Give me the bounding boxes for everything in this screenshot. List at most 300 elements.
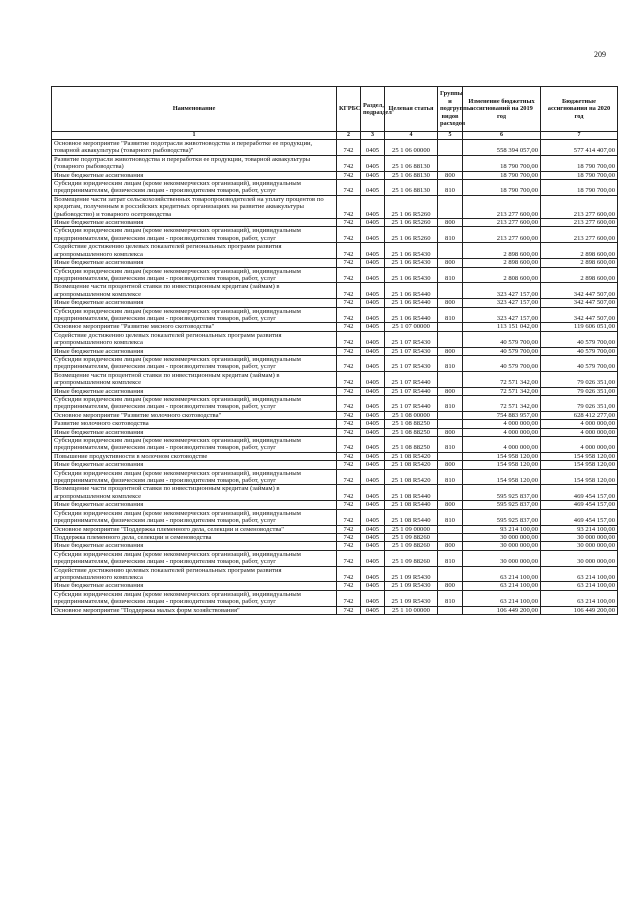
table-row	[52, 155, 618, 171]
table-row	[52, 411, 618, 419]
cell-expense-group	[438, 452, 463, 460]
cell-name: Субсидии юридическим лицам (кроме некоммерческих организаций), индивидуальным предпринимателям, физическим лицам - производителям товаров, работ, услуг	[52, 396, 337, 412]
cell-amount-2019: 30 000 000,00	[463, 533, 541, 541]
cell-amount-2020: 18 790 700,00	[541, 171, 618, 179]
cell-razdel: 0405	[361, 542, 385, 550]
cell-amount-2020: 18 790 700,00	[541, 155, 618, 171]
table-row	[52, 437, 618, 453]
cell-target-article: 25 1 09 R5430	[385, 590, 438, 606]
cell-target-article: 25 1 06 88130	[385, 155, 438, 171]
cell-expense-group	[438, 323, 463, 331]
cell-target-article: 25 1 07 R5430	[385, 355, 438, 371]
cell-kgrbs: 742	[337, 461, 361, 469]
cell-target-article: 25 1 07 R5440	[385, 396, 438, 412]
table-row	[52, 590, 618, 606]
cell-target-article: 25 1 06 R5260	[385, 227, 438, 243]
cell-amount-2019: 154 958 120,00	[463, 452, 541, 460]
cell-expense-group: 810	[438, 469, 463, 485]
cell-amount-2020: 213 277 600,00	[541, 219, 618, 227]
cell-amount-2020: 154 958 120,00	[541, 452, 618, 460]
cell-target-article: 25 1 08 R5440	[385, 485, 438, 501]
cell-razdel: 0405	[361, 355, 385, 371]
cell-name: Иные бюджетные ассигнования	[52, 582, 337, 590]
cell-expense-group	[438, 533, 463, 541]
table-row	[52, 501, 618, 509]
cell-target-article: 25 1 06 R5430	[385, 259, 438, 267]
table-row	[52, 509, 618, 525]
cell-expense-group: 810	[438, 227, 463, 243]
cell-expense-group	[438, 140, 463, 156]
cell-expense-group	[438, 566, 463, 582]
column-number: 7	[541, 132, 618, 140]
cell-kgrbs: 742	[337, 267, 361, 283]
cell-amount-2019: 63 214 100,00	[463, 582, 541, 590]
cell-amount-2019: 2 898 600,00	[463, 259, 541, 267]
cell-amount-2019: 63 214 100,00	[463, 590, 541, 606]
cell-target-article: 25 1 06 R5260	[385, 219, 438, 227]
cell-target-article: 25 1 06 88130	[385, 180, 438, 196]
cell-name: Поддержка племенного дела, селекции и семеноводства	[52, 533, 337, 541]
column-number: 2	[337, 132, 361, 140]
cell-razdel: 0405	[361, 437, 385, 453]
table-row	[52, 283, 618, 299]
cell-razdel: 0405	[361, 452, 385, 460]
cell-name: Иные бюджетные ассигнования	[52, 428, 337, 436]
cell-amount-2020: 2 898 600,00	[541, 243, 618, 259]
cell-name: Субсидии юридическим лицам (кроме некоммерческих организаций), индивидуальным предпринимателям, физическим лицам - производителям товаров, работ, услуг	[52, 590, 337, 606]
page-number: 209	[594, 50, 606, 59]
table-row	[52, 219, 618, 227]
cell-expense-group: 810	[438, 437, 463, 453]
cell-razdel: 0405	[361, 566, 385, 582]
cell-expense-group: 810	[438, 590, 463, 606]
cell-amount-2019: 595 925 837,00	[463, 509, 541, 525]
cell-amount-2019: 113 151 042,00	[463, 323, 541, 331]
table-row	[52, 452, 618, 460]
cell-amount-2019: 4 000 000,00	[463, 420, 541, 428]
cell-kgrbs: 742	[337, 501, 361, 509]
cell-amount-2019: 18 790 700,00	[463, 180, 541, 196]
cell-target-article: 25 1 09 88260	[385, 542, 438, 550]
table-body	[52, 140, 618, 615]
cell-razdel: 0405	[361, 307, 385, 323]
cell-kgrbs: 742	[337, 227, 361, 243]
cell-razdel: 0405	[361, 533, 385, 541]
cell-amount-2020: 106 449 200,00	[541, 606, 618, 614]
column-number: 3	[361, 132, 385, 140]
cell-razdel: 0405	[361, 550, 385, 566]
cell-kgrbs: 742	[337, 347, 361, 355]
cell-amount-2019: 18 790 700,00	[463, 155, 541, 171]
cell-amount-2020: 213 277 600,00	[541, 195, 618, 218]
cell-razdel: 0405	[361, 420, 385, 428]
cell-target-article: 25 1 06 R5260	[385, 195, 438, 218]
table-row	[52, 171, 618, 179]
cell-expense-group: 800	[438, 542, 463, 550]
cell-amount-2020: 342 447 507,00	[541, 299, 618, 307]
cell-razdel: 0405	[361, 227, 385, 243]
cell-razdel: 0405	[361, 590, 385, 606]
cell-amount-2020: 30 000 000,00	[541, 550, 618, 566]
cell-amount-2020: 4 000 000,00	[541, 428, 618, 436]
cell-name: Основное мероприятие "Развитие молочного скотоводства"	[52, 411, 337, 419]
cell-target-article: 25 1 09 88260	[385, 550, 438, 566]
table-row	[52, 420, 618, 428]
cell-amount-2019: 323 427 157,00	[463, 299, 541, 307]
table-row	[52, 550, 618, 566]
cell-amount-2019: 213 277 600,00	[463, 219, 541, 227]
cell-target-article: 25 1 06 R5440	[385, 283, 438, 299]
table-row	[52, 347, 618, 355]
cell-amount-2020: 342 447 507,00	[541, 283, 618, 299]
column-number: 6	[463, 132, 541, 140]
cell-kgrbs: 742	[337, 533, 361, 541]
cell-name: Основное мероприятие "Поддержка малых форм хозяйствования"	[52, 606, 337, 614]
cell-name: Субсидии юридическим лицам (кроме некоммерческих организаций), индивидуальным предпринимателям, физическим лицам - производителям товаров, работ, услуг	[52, 267, 337, 283]
cell-kgrbs: 742	[337, 469, 361, 485]
cell-target-article: 25 1 09 88260	[385, 533, 438, 541]
cell-kgrbs: 742	[337, 219, 361, 227]
cell-expense-group: 800	[438, 219, 463, 227]
cell-expense-group: 800	[438, 347, 463, 355]
cell-target-article: 25 1 08 88250	[385, 420, 438, 428]
table-row	[52, 606, 618, 614]
cell-name: Иные бюджетные ассигнования	[52, 219, 337, 227]
cell-name: Иные бюджетные ассигнования	[52, 542, 337, 550]
table-row	[52, 243, 618, 259]
cell-target-article: 25 1 08 R5420	[385, 452, 438, 460]
cell-kgrbs: 742	[337, 420, 361, 428]
table-row	[52, 533, 618, 541]
cell-amount-2020: 628 412 277,00	[541, 411, 618, 419]
cell-kgrbs: 742	[337, 387, 361, 395]
cell-amount-2020: 79 026 351,00	[541, 387, 618, 395]
cell-name: Субсидии юридическим лицам (кроме некоммерческих организаций), индивидуальным предпринимателям, физическим лицам - производителям товаров, работ, услуг	[52, 180, 337, 196]
cell-name: Субсидии юридическим лицам (кроме некоммерческих организаций), индивидуальным предпринимателям, физическим лицам - производителям товаров, работ, услуг	[52, 509, 337, 525]
cell-target-article: 25 1 08 R5420	[385, 461, 438, 469]
cell-kgrbs: 742	[337, 542, 361, 550]
cell-amount-2019: 72 571 342,00	[463, 396, 541, 412]
cell-kgrbs: 742	[337, 155, 361, 171]
cell-name: Возмещение части процентной ставки по инвестиционным кредитам (займам) в агропромышленном комплексе	[52, 371, 337, 387]
cell-amount-2020: 79 026 351,00	[541, 396, 618, 412]
cell-razdel: 0405	[361, 428, 385, 436]
table-row	[52, 396, 618, 412]
cell-razdel: 0405	[361, 606, 385, 614]
cell-kgrbs: 742	[337, 171, 361, 179]
table-row	[52, 299, 618, 307]
header-2020: Бюджетные ассигнования на 2020 год	[541, 87, 618, 132]
cell-amount-2019: 323 427 157,00	[463, 283, 541, 299]
cell-razdel: 0405	[361, 299, 385, 307]
cell-name: Субсидии юридическим лицам (кроме некоммерческих организаций), индивидуальным предпринимателям, физическим лицам - производителям товаров, работ, услуг	[52, 227, 337, 243]
cell-expense-group: 800	[438, 387, 463, 395]
cell-expense-group	[438, 371, 463, 387]
cell-name: Возмещение части процентной ставки по инвестиционным кредитам (займам) в агропромышленном комплексе	[52, 485, 337, 501]
cell-amount-2020: 63 214 100,00	[541, 566, 618, 582]
table-row	[52, 542, 618, 550]
cell-expense-group	[438, 485, 463, 501]
cell-amount-2019: 30 000 000,00	[463, 542, 541, 550]
cell-target-article: 25 1 06 00000	[385, 140, 438, 156]
cell-kgrbs: 742	[337, 299, 361, 307]
cell-kgrbs: 742	[337, 411, 361, 419]
cell-name: Субсидии юридическим лицам (кроме некоммерческих организаций), индивидуальным предпринимателям, физическим лицам - производителям товаров, работ, услуг	[52, 437, 337, 453]
table-row	[52, 371, 618, 387]
cell-expense-group: 810	[438, 355, 463, 371]
cell-razdel: 0405	[361, 267, 385, 283]
cell-kgrbs: 742	[337, 307, 361, 323]
cell-target-article: 25 1 06 R5430	[385, 267, 438, 283]
cell-kgrbs: 742	[337, 140, 361, 156]
cell-amount-2019: 558 394 057,00	[463, 140, 541, 156]
cell-razdel: 0405	[361, 461, 385, 469]
cell-target-article: 25 1 07 R5430	[385, 331, 438, 347]
cell-target-article: 25 1 07 R5440	[385, 387, 438, 395]
cell-target-article: 25 1 09 00000	[385, 525, 438, 533]
cell-kgrbs: 742	[337, 606, 361, 614]
cell-razdel: 0405	[361, 501, 385, 509]
header-name: Наименование	[52, 87, 337, 132]
cell-kgrbs: 742	[337, 525, 361, 533]
cell-name: Основное мероприятие "Поддержка племенного дела, селекции и семеноводства"	[52, 525, 337, 533]
table-row	[52, 323, 618, 331]
cell-amount-2020: 93 214 100,00	[541, 525, 618, 533]
cell-expense-group	[438, 331, 463, 347]
cell-name: Иные бюджетные ассигнования	[52, 259, 337, 267]
cell-amount-2020: 40 579 700,00	[541, 355, 618, 371]
cell-kgrbs: 742	[337, 485, 361, 501]
cell-expense-group: 810	[438, 550, 463, 566]
cell-amount-2019: 93 214 100,00	[463, 525, 541, 533]
table-row	[52, 525, 618, 533]
cell-razdel: 0405	[361, 371, 385, 387]
budget-table	[51, 86, 618, 615]
cell-kgrbs: 742	[337, 509, 361, 525]
cell-amount-2020: 469 454 157,00	[541, 501, 618, 509]
cell-kgrbs: 742	[337, 428, 361, 436]
cell-name: Субсидии юридическим лицам (кроме некоммерческих организаций), индивидуальным предпринимателям, физическим лицам - производителям товаров, работ, услуг	[52, 469, 337, 485]
table-row	[52, 485, 618, 501]
cell-amount-2020: 4 000 000,00	[541, 437, 618, 453]
cell-target-article: 25 1 06 R5440	[385, 299, 438, 307]
cell-target-article: 25 1 06 R5430	[385, 243, 438, 259]
table-row	[52, 469, 618, 485]
table-header-row	[52, 87, 618, 132]
cell-razdel: 0405	[361, 219, 385, 227]
cell-amount-2020: 18 790 700,00	[541, 180, 618, 196]
cell-amount-2020: 2 898 600,00	[541, 267, 618, 283]
cell-target-article: 25 1 09 R5430	[385, 566, 438, 582]
cell-razdel: 0405	[361, 509, 385, 525]
cell-expense-group	[438, 606, 463, 614]
cell-razdel: 0405	[361, 387, 385, 395]
cell-amount-2019: 323 427 157,00	[463, 307, 541, 323]
cell-name: Иные бюджетные ассигнования	[52, 347, 337, 355]
cell-amount-2020: 63 214 100,00	[541, 590, 618, 606]
cell-name: Повышение продуктивности в молочном скотоводстве	[52, 452, 337, 460]
cell-amount-2019: 18 790 700,00	[463, 171, 541, 179]
header-target-article: Целевая статья	[385, 87, 438, 132]
column-number: 1	[52, 132, 337, 140]
cell-amount-2020: 30 000 000,00	[541, 533, 618, 541]
cell-name: Содействие достижению целевых показателей региональных программ развития агропромышленного комплекса	[52, 331, 337, 347]
cell-expense-group: 800	[438, 171, 463, 179]
cell-name: Основное мероприятие "Развитие мясного скотоводства"	[52, 323, 337, 331]
cell-expense-group	[438, 243, 463, 259]
cell-razdel: 0405	[361, 525, 385, 533]
cell-name: Иные бюджетные ассигнования	[52, 501, 337, 509]
cell-target-article: 25 1 08 00000	[385, 411, 438, 419]
cell-expense-group	[438, 420, 463, 428]
cell-razdel: 0405	[361, 283, 385, 299]
cell-expense-group: 810	[438, 180, 463, 196]
cell-amount-2020: 342 447 507,00	[541, 307, 618, 323]
cell-razdel: 0405	[361, 171, 385, 179]
cell-expense-group: 800	[438, 582, 463, 590]
cell-amount-2020: 2 898 600,00	[541, 259, 618, 267]
cell-amount-2019: 40 579 700,00	[463, 347, 541, 355]
cell-expense-group: 810	[438, 509, 463, 525]
cell-razdel: 0405	[361, 396, 385, 412]
cell-kgrbs: 742	[337, 396, 361, 412]
cell-expense-group: 800	[438, 461, 463, 469]
table-row	[52, 331, 618, 347]
cell-razdel: 0405	[361, 582, 385, 590]
table-row	[52, 227, 618, 243]
cell-kgrbs: 742	[337, 331, 361, 347]
cell-target-article: 25 1 08 88250	[385, 428, 438, 436]
header-2019: Изменение бюджетных ассигнований на 2019 год	[463, 87, 541, 132]
table-row	[52, 355, 618, 371]
cell-expense-group	[438, 525, 463, 533]
cell-expense-group: 800	[438, 428, 463, 436]
cell-expense-group: 800	[438, 501, 463, 509]
cell-amount-2020: 79 026 351,00	[541, 371, 618, 387]
cell-kgrbs: 742	[337, 437, 361, 453]
cell-amount-2020: 213 277 600,00	[541, 227, 618, 243]
cell-target-article: 25 1 08 R5420	[385, 469, 438, 485]
cell-kgrbs: 742	[337, 550, 361, 566]
cell-amount-2019: 72 571 342,00	[463, 387, 541, 395]
cell-razdel: 0405	[361, 155, 385, 171]
cell-name: Иные бюджетные ассигнования	[52, 387, 337, 395]
cell-name: Возмещение части процентной ставки по инвестиционным кредитам (займам) в агропромышленном комплексе	[52, 283, 337, 299]
cell-name: Содействие достижению целевых показателей региональных программ развития агропромышленного комплекса	[52, 243, 337, 259]
cell-amount-2020: 30 000 000,00	[541, 542, 618, 550]
header-expense-group: Группы и подгруппы видов расходов	[438, 87, 463, 132]
table-row	[52, 180, 618, 196]
cell-target-article: 25 1 06 R5440	[385, 307, 438, 323]
cell-kgrbs: 742	[337, 590, 361, 606]
table-row	[52, 267, 618, 283]
cell-target-article: 25 1 07 R5440	[385, 371, 438, 387]
cell-target-article: 25 1 08 R5440	[385, 501, 438, 509]
cell-amount-2019: 154 958 120,00	[463, 469, 541, 485]
table-row	[52, 461, 618, 469]
table-row	[52, 259, 618, 267]
cell-name: Иные бюджетные ассигнования	[52, 171, 337, 179]
cell-razdel: 0405	[361, 243, 385, 259]
table-row	[52, 140, 618, 156]
cell-amount-2020: 154 958 120,00	[541, 461, 618, 469]
cell-target-article: 25 1 08 88250	[385, 437, 438, 453]
cell-name: Содействие достижению целевых показателей региональных программ развития агропромышленного комплекса	[52, 566, 337, 582]
cell-name: Развитие подотрасли животноводства и переработки ее продукции, товарной аквакультуры (товарного рыбоводства)	[52, 155, 337, 171]
cell-amount-2019: 4 000 000,00	[463, 428, 541, 436]
cell-amount-2019: 754 883 957,00	[463, 411, 541, 419]
cell-kgrbs: 742	[337, 259, 361, 267]
cell-amount-2019: 213 277 600,00	[463, 227, 541, 243]
cell-amount-2020: 40 579 700,00	[541, 331, 618, 347]
cell-amount-2020: 63 214 100,00	[541, 582, 618, 590]
cell-name: Субсидии юридическим лицам (кроме некоммерческих организаций), индивидуальным предпринимателям, физическим лицам - производителям товаров, работ, услуг	[52, 550, 337, 566]
cell-amount-2019: 213 277 600,00	[463, 195, 541, 218]
cell-expense-group: 810	[438, 267, 463, 283]
cell-target-article: 25 1 07 00000	[385, 323, 438, 331]
cell-amount-2019: 595 925 837,00	[463, 501, 541, 509]
cell-razdel: 0405	[361, 347, 385, 355]
cell-amount-2020: 469 454 157,00	[541, 485, 618, 501]
cell-target-article: 25 1 06 88130	[385, 171, 438, 179]
table-row	[52, 307, 618, 323]
cell-razdel: 0405	[361, 195, 385, 218]
cell-expense-group	[438, 411, 463, 419]
table-row	[52, 428, 618, 436]
cell-expense-group	[438, 155, 463, 171]
cell-target-article: 25 1 08 R5440	[385, 509, 438, 525]
cell-kgrbs: 742	[337, 355, 361, 371]
table-row	[52, 195, 618, 218]
cell-razdel: 0405	[361, 469, 385, 485]
cell-expense-group	[438, 283, 463, 299]
cell-amount-2019: 154 958 120,00	[463, 461, 541, 469]
cell-razdel: 0405	[361, 323, 385, 331]
cell-expense-group: 810	[438, 396, 463, 412]
table-column-numbers-row	[52, 132, 618, 140]
cell-amount-2020: 577 414 407,00	[541, 140, 618, 156]
cell-amount-2020: 119 606 051,00	[541, 323, 618, 331]
column-number: 4	[385, 132, 438, 140]
cell-expense-group: 810	[438, 307, 463, 323]
cell-amount-2019: 40 579 700,00	[463, 355, 541, 371]
cell-amount-2019: 595 925 837,00	[463, 485, 541, 501]
cell-kgrbs: 742	[337, 243, 361, 259]
cell-razdel: 0405	[361, 411, 385, 419]
column-number: 5	[438, 132, 463, 140]
cell-amount-2019: 30 000 000,00	[463, 550, 541, 566]
cell-amount-2019: 2 808 600,00	[463, 267, 541, 283]
cell-target-article: 25 1 09 R5430	[385, 582, 438, 590]
cell-razdel: 0405	[361, 331, 385, 347]
header-razdel: Раздел, подраздел	[361, 87, 385, 132]
cell-amount-2020: 154 958 120,00	[541, 469, 618, 485]
cell-razdel: 0405	[361, 140, 385, 156]
cell-kgrbs: 742	[337, 323, 361, 331]
cell-name: Субсидии юридическим лицам (кроме некоммерческих организаций), индивидуальным предпринимателям, физическим лицам - производителям товаров, работ, услуг	[52, 307, 337, 323]
cell-expense-group	[438, 195, 463, 218]
header-kgrbs: КГРБС	[337, 87, 361, 132]
cell-razdel: 0405	[361, 259, 385, 267]
cell-razdel: 0405	[361, 180, 385, 196]
table-row	[52, 387, 618, 395]
cell-amount-2019: 4 000 000,00	[463, 437, 541, 453]
cell-name: Развитие молочного скотоводства	[52, 420, 337, 428]
cell-amount-2019: 2 898 600,00	[463, 243, 541, 259]
cell-amount-2019: 63 214 100,00	[463, 566, 541, 582]
cell-amount-2020: 40 579 700,00	[541, 347, 618, 355]
table-row	[52, 582, 618, 590]
